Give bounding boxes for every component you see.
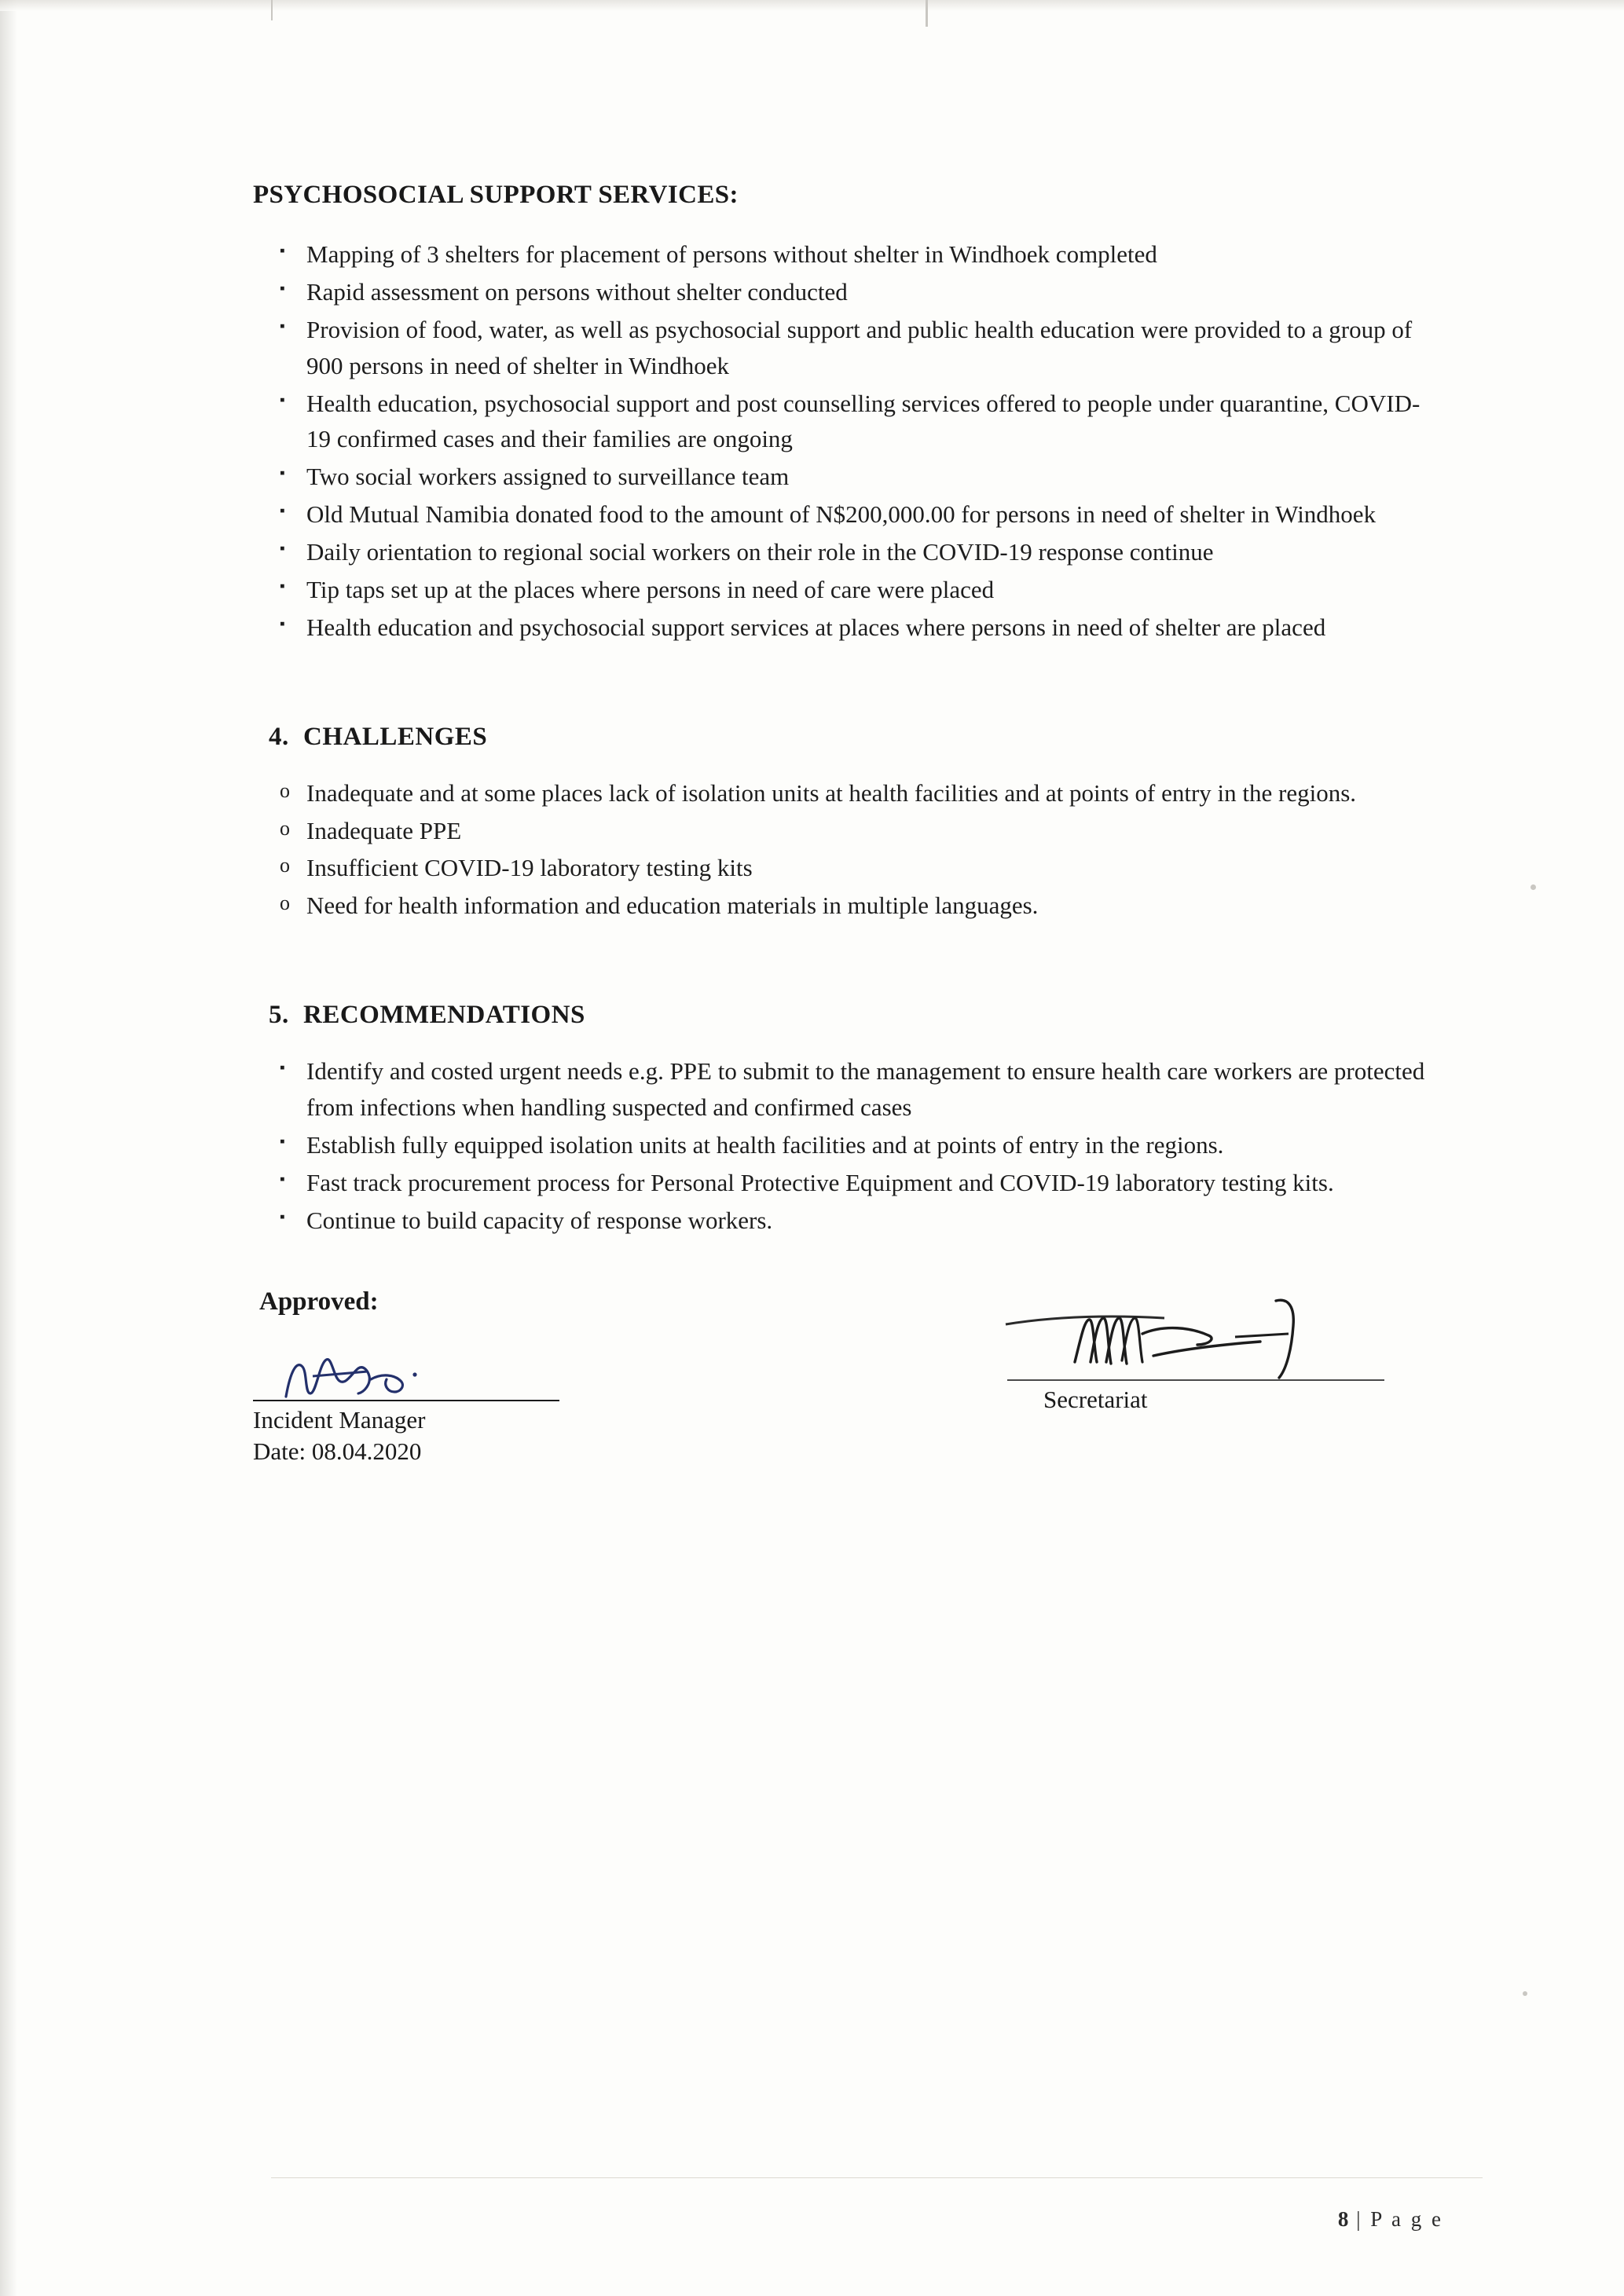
list-item-text: Two social workers assigned to surveillance team (306, 463, 790, 491)
list-item (253, 610, 1432, 646)
list-item (253, 888, 1432, 924)
challenges-heading (253, 723, 1432, 752)
secretariat-label: Secretariat (1043, 1385, 1148, 1413)
list-item-text: Establish fully equipped isolation units at health facilities and at points of entry in the regions. (306, 1130, 1224, 1159)
square-bullet-icon: ▪ (280, 465, 285, 482)
psychosocial-section-title: PSYCHOSOCIAL SUPPORT SERVICES: (253, 181, 739, 209)
scan-edge-shadow-top (0, 0, 1624, 11)
list-item (253, 1127, 1432, 1163)
spacer (253, 925, 1432, 1001)
circle-bullet-icon: o (280, 892, 290, 915)
list-item (253, 459, 1432, 495)
list-item (253, 496, 1432, 533)
list-item-text: Old Mutual Namibia donated food to the amount of N$200,000.00 for persons in need of shelter in Windhoek (306, 500, 1377, 529)
list-item (253, 1165, 1432, 1201)
recommendations-heading (253, 1001, 1432, 1030)
list-item (253, 813, 1432, 849)
scan-artifact-dot-right-2 (1523, 1991, 1527, 1996)
square-bullet-icon: ▪ (280, 503, 285, 520)
circle-bullet-icon: o (280, 778, 290, 802)
list-item (253, 312, 1432, 384)
list-item-text: Need for health information and education materials in multiple languages. (306, 892, 1039, 920)
list-item (253, 1053, 1432, 1126)
document-content (253, 181, 1432, 1489)
square-bullet-icon: ▪ (280, 1208, 285, 1225)
circle-bullet-icon: o (280, 816, 290, 840)
footer-divider (271, 2177, 1483, 2178)
signature-area (253, 1324, 1432, 1489)
page-footer (1338, 2207, 1443, 2232)
square-bullet-icon: ▪ (280, 1060, 285, 1077)
scan-artifact-dot-right (1531, 884, 1536, 890)
list-item (253, 534, 1432, 570)
secretariat-signature-ink (999, 1290, 1369, 1392)
recommendations-list (253, 1053, 1432, 1238)
incident-manager-label: Incident Manager (253, 1405, 426, 1434)
recommendations-title: RECOMMENDATIONS (303, 1001, 585, 1030)
list-item-text: Tip taps set up at the places where persons in need of care were placed (306, 575, 995, 603)
square-bullet-icon: ▪ (280, 391, 285, 408)
list-item-text: Insufficient COVID-19 laboratory testing kits (306, 854, 753, 882)
list-item-text: Fast track procurement process for Personal Protective Equipment and COVID-19 laboratory testing kits. (306, 1168, 1334, 1196)
square-bullet-icon: ▪ (280, 615, 285, 632)
challenges-title: CHALLENGES (303, 722, 488, 751)
list-item-text: Identify and costed urgent needs e.g. PPE to submit to the management to ensure health care workers are protected from infections when handling suspected and confirmed cases (306, 1057, 1425, 1121)
footer-page-word: P a g e (1370, 2207, 1443, 2231)
list-item-text: Health education and psychosocial support services at places where persons in need of shelter are placed (306, 613, 1326, 641)
scan-artifact-tick-top (271, 0, 273, 20)
secretariat-signature-block (1007, 1304, 1432, 1414)
incident-manager-signature-block (253, 1324, 677, 1466)
list-item-text: Continue to build capacity of response workers. (306, 1206, 773, 1234)
spacer (253, 647, 1432, 723)
list-item-text: Provision of food, water, as well as psychosocial support and public health education were provided to a group of 900 persons in need of shelter in Windhoek (306, 315, 1413, 379)
circle-bullet-icon: o (280, 854, 290, 877)
approved-label: Approved: (259, 1287, 379, 1316)
square-bullet-icon: ▪ (280, 317, 285, 335)
square-bullet-icon: ▪ (280, 1170, 285, 1188)
secretariat-signature-line (1007, 1304, 1384, 1381)
scan-edge-shadow-left (0, 0, 17, 2296)
incident-manager-signature-ink (277, 1329, 481, 1415)
square-bullet-icon: ▪ (280, 577, 285, 595)
psychosocial-list (253, 236, 1432, 646)
square-bullet-icon: ▪ (280, 243, 285, 259)
list-item-text: Inadequate PPE (306, 816, 462, 844)
scan-artifact-tick-top-2 (926, 0, 928, 27)
approval-date: Date: 08.04.2020 (253, 1437, 422, 1465)
list-item (253, 386, 1432, 458)
challenges-number: 4. (269, 722, 289, 751)
page-number: 8 (1337, 2207, 1349, 2231)
incident-manager-signature-line (253, 1324, 559, 1401)
list-item (253, 572, 1432, 608)
list-item (253, 775, 1432, 811)
list-item (253, 850, 1432, 886)
list-item-text: Health education, psychosocial support and post counselling services offered to people under quarantine, COVID-19 confirmed cases and their families are ongoing (306, 389, 1421, 453)
list-item-text: Rapid assessment on persons without shelter conducted (306, 277, 848, 306)
square-bullet-icon: ▪ (280, 540, 285, 557)
recommendations-number: 5. (269, 1001, 289, 1030)
list-item-text: Inadequate and at some places lack of isolation units at health facilities and at points of entry in the regions. (306, 778, 1357, 807)
footer-separator: | (1356, 2207, 1363, 2231)
list-item-text: Daily orientation to regional social workers on their role in the COVID-19 response continue (306, 538, 1214, 566)
square-bullet-icon: ▪ (280, 1133, 285, 1150)
challenges-list (253, 775, 1432, 925)
list-item (253, 236, 1432, 273)
list-item-text: Mapping of 3 shelters for placement of persons without shelter in Windhoek completed (306, 240, 1157, 268)
square-bullet-icon: ▪ (280, 280, 285, 297)
list-item (253, 1203, 1432, 1239)
list-item (253, 274, 1432, 310)
